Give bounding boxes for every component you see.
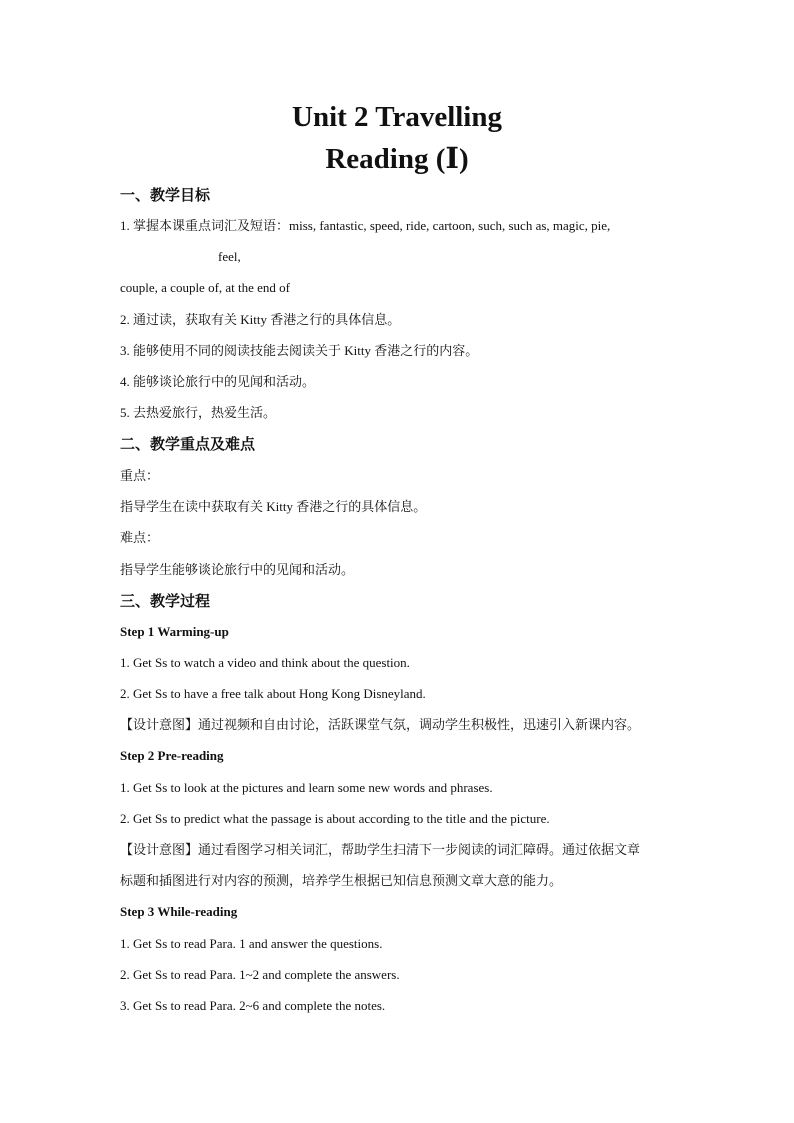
objective-1: 1. 掌握本课重点词汇及短语：miss, fantastic, speed, ride, cartoon, such, such as, magic, pie,: [120, 218, 611, 233]
key-point-text: 指导学生在读中获取有关 Kitty 香港之行的具体信息。: [120, 499, 427, 514]
step-2-heading: Step 2 Pre-reading: [120, 748, 224, 763]
difficulty-text: 指导学生能够谈论旅行中的见闻和活动。: [120, 562, 355, 577]
step-2-item-1: 1. Get Ss to look at the pictures and learn some new words and phrases.: [120, 780, 493, 795]
step-1-item-1: 1. Get Ss to watch a video and think about the question.: [120, 655, 410, 670]
objective-1-continued: feel,: [218, 249, 241, 264]
step-3-item-1: 1. Get Ss to read Para. 1 and answer the questions.: [120, 936, 383, 951]
difficulty-label: 难点：: [120, 530, 160, 545]
step-3-heading: Step 3 While-reading: [120, 904, 238, 919]
key-point-label: 重点：: [120, 468, 160, 483]
objective-1-phrases: couple, a couple of, at the end of: [120, 280, 291, 295]
step-2-item-2: 2. Get Ss to predict what the passage is about according to the title and the picture.: [120, 811, 550, 826]
step-3-item-2: 2. Get Ss to read Para. 1~2 and complete the answers.: [120, 967, 400, 982]
section-heading-objectives: 一、教学目标: [120, 186, 211, 204]
step-1-design-intent: 【设计意图】通过视频和自由讨论，活跃课堂气氛，调动学生积极性，迅速引入新课内容。: [120, 717, 641, 732]
step-3-item-3: 3. Get Ss to read Para. 2~6 and complete the notes.: [120, 998, 386, 1013]
step-1-heading: Step 1 Warming-up: [120, 624, 229, 639]
section-heading-process: 三、教学过程: [120, 592, 211, 610]
document-title: Unit 2 Travelling: [292, 101, 502, 133]
step-2-design-intent-continued: 标题和插图进行对内容的预测，培养学生根据已知信息预测文章大意的能力。: [120, 873, 563, 888]
section-heading-key-points: 二、教学重点及难点: [120, 435, 256, 453]
objective-3: 3. 能够使用不同的阅读技能去阅读关于 Kitty 香港之行的内容。: [120, 343, 479, 358]
step-2-design-intent: 【设计意图】通过看图学习相关词汇，帮助学生扫清下一步阅读的词汇障碍。通过依据文章: [120, 842, 641, 857]
objective-5: 5. 去热爱旅行，热爱生活。: [120, 405, 277, 420]
document-subtitle: Reading (Ⅰ): [325, 143, 469, 175]
step-1-item-2: 2. Get Ss to have a free talk about Hong Kong Disneyland.: [120, 686, 426, 701]
objective-2: 2. 通过读，获取有关 Kitty 香港之行的具体信息。: [120, 312, 401, 327]
objective-4: 4. 能够谈论旅行中的见闻和活动。: [120, 374, 316, 389]
